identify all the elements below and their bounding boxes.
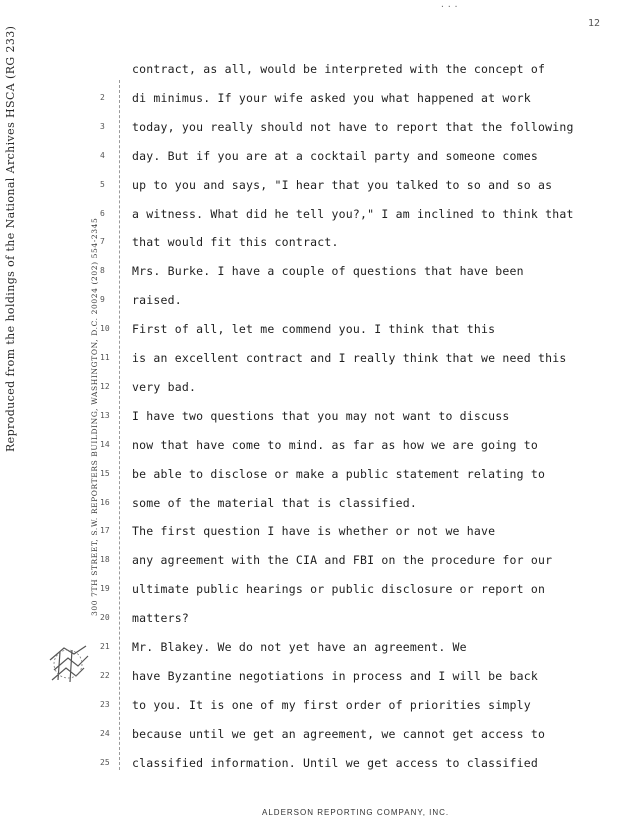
line-number: 21 bbox=[100, 642, 110, 651]
line-number: 20 bbox=[100, 613, 110, 622]
line-number: 17 bbox=[100, 526, 110, 535]
line-number: 25 bbox=[100, 758, 110, 767]
top-mark: ... bbox=[440, 0, 461, 9]
line-number: 16 bbox=[100, 498, 110, 507]
line-number: 4 bbox=[100, 151, 105, 160]
page-number: 12 bbox=[588, 18, 601, 29]
line-number: 13 bbox=[100, 411, 110, 420]
line-number: 19 bbox=[100, 584, 110, 593]
transcript-line: Mr. Blakey. We do not yet have an agreement. We bbox=[132, 640, 467, 654]
line-number: 10 bbox=[100, 324, 110, 333]
line-number: 12 bbox=[100, 382, 110, 391]
line-number: 6 bbox=[100, 209, 105, 218]
transcript-line: that would fit this contract. bbox=[132, 235, 339, 249]
transcript-line: ultimate public hearings or public disclosure or report on bbox=[132, 582, 546, 596]
archive-note: Reproduced from the holdings of the National Archives HSCA (RG 233) bbox=[4, 25, 17, 452]
line-number: 9 bbox=[100, 295, 105, 304]
line-number: 22 bbox=[100, 671, 110, 680]
margin-rule bbox=[119, 80, 120, 770]
transcript-line: be able to disclose or make a public statement relating to bbox=[132, 467, 546, 481]
line-number: 23 bbox=[100, 700, 110, 709]
transcript-line: matters? bbox=[132, 611, 189, 625]
transcript-line: some of the material that is classified. bbox=[132, 496, 417, 510]
transcript-line: today, you really should not have to report that the following bbox=[132, 120, 574, 134]
transcript-line: classified information. Until we get access to classified bbox=[132, 756, 539, 770]
transcript-line: raised. bbox=[132, 293, 182, 307]
transcript-line: to you. It is one of my first order of priorities simply bbox=[132, 698, 531, 712]
line-number: 24 bbox=[100, 729, 110, 738]
transcript-line: Mrs. Burke. I have a couple of questions that have been bbox=[132, 264, 524, 278]
footer: ALDERSON REPORTING COMPANY, INC. bbox=[262, 808, 450, 817]
stamp-mark bbox=[44, 640, 92, 688]
line-number: 5 bbox=[100, 180, 105, 189]
transcript-line: is an excellent contract and I really think that we need this bbox=[132, 351, 567, 365]
line-number: 2 bbox=[100, 93, 105, 102]
line-number: 18 bbox=[100, 555, 110, 564]
transcript-line: very bad. bbox=[132, 380, 197, 394]
line-number: 3 bbox=[100, 122, 105, 131]
transcript-line: First of all, let me commend you. I think that this bbox=[132, 322, 496, 336]
transcript-line: because until we get an agreement, we cannot get access to bbox=[132, 727, 546, 741]
line-number: 8 bbox=[100, 266, 105, 275]
transcript-line: any agreement with the CIA and FBI on the procedure for our bbox=[132, 553, 553, 567]
transcript-line: The first question I have is whether or not we have bbox=[132, 524, 496, 538]
transcript-line: up to you and says, "I hear that you talked to so and so as bbox=[132, 178, 553, 192]
transcript-line: have Byzantine negotiations in process and I will be back bbox=[132, 669, 539, 683]
reporter-address: 300 7TH STREET, S.W. REPORTERS BUILDING, WASHINGTON, D.C. 20024 (202) 554-2345 bbox=[90, 217, 99, 616]
transcript-line: day. But if you are at a cocktail party and someone comes bbox=[132, 149, 539, 163]
line-number: 7 bbox=[100, 237, 105, 246]
transcript-line: I have two questions that you may not want to discuss bbox=[132, 409, 510, 423]
transcript-line: now that have come to mind. as far as how we are going to bbox=[132, 438, 539, 452]
transcript-line: contract, as all, would be interpreted with the concept of bbox=[132, 62, 546, 76]
line-number: 14 bbox=[100, 440, 110, 449]
line-number: 11 bbox=[100, 353, 110, 362]
transcript-line: a witness. What did he tell you?," I am inclined to think that bbox=[132, 207, 574, 221]
transcript-line: di minimus. If your wife asked you what happened at work bbox=[132, 91, 531, 105]
line-number: 15 bbox=[100, 469, 110, 478]
